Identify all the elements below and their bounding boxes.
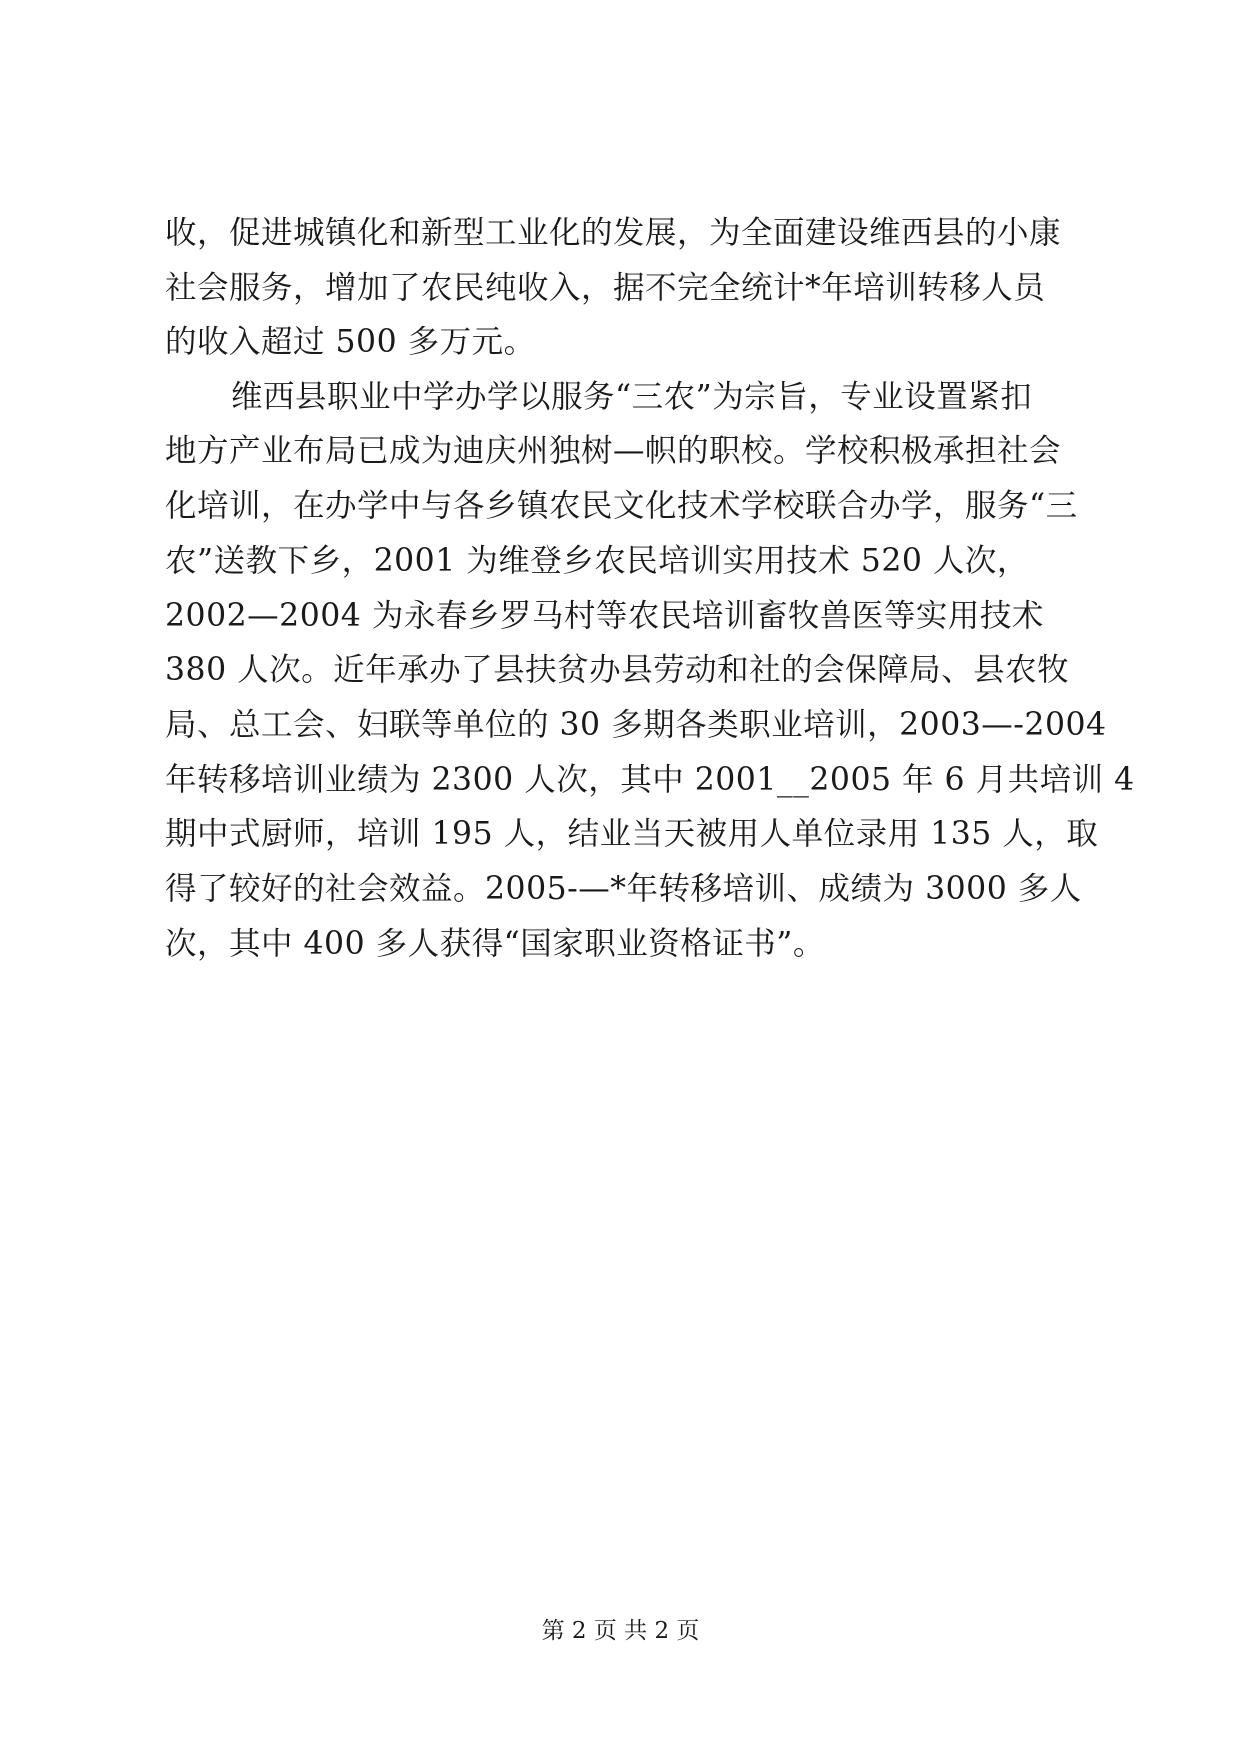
paragraph-2-line-6: 380 人次。近年承办了县扶贫办县劳动和社的会保障局、县农牧 <box>165 652 1070 688</box>
paragraph-1-line-2: 社会服务，增加了农民纯收入，据不完全统计*年培训转移人员 <box>165 270 1046 306</box>
paragraph-2-line-3: 化培训，在办学中与各乡镇农民文化技术学校联合办学，服务“三 <box>165 488 1078 524</box>
paragraph-2-line-11: 次，其中 400 多人获得“国家职业资格证书”。 <box>165 926 825 962</box>
paragraph-2-line-4: 农”送教下乡，2001 为维登乡农民培训实用技术 520 人次， <box>165 543 1029 579</box>
paragraph-2-line-5: 2002—2004 为永春乡罗马村等农民培训畜牧兽医等实用技术 <box>165 598 1044 634</box>
page-footer <box>0 1616 1241 1646</box>
paragraph-1-line-3: 的收入超过 500 多万元。 <box>165 324 536 360</box>
paragraph-1-line-1: 收，促进城镇化和新型工业化的发展，为全面建设维西县的小康 <box>165 215 1062 251</box>
paragraph-2-line-10: 得了较好的社会效益。2005-—*年转移培训、成绩为 3000 多人 <box>165 871 1082 907</box>
paragraph-2-line-2: 地方产业布局已成为迪庆州独树—帜的职校。学校积极承担社会 <box>165 433 1062 469</box>
paragraph-2-line-1: 维西县职业中学办学以服务“三农”为宗旨，专业设置紧扣 <box>231 379 1033 415</box>
paragraph-2-line-7: 局、总工会、妇联等单位的 30 多期各类职业培训，2003—-2004 <box>165 707 1107 743</box>
paragraph-2-line-8: 年转移培训业绩为 2300 人次，其中 2001__2005 年 6 月共培训 4 <box>165 762 1135 798</box>
page-number-label: 第 2 页 共 2 页 <box>541 1618 700 1644</box>
paragraph-2-line-9: 期中式厨师，培训 195 人，结业当天被用人单位录用 135 人，取 <box>165 816 1099 852</box>
